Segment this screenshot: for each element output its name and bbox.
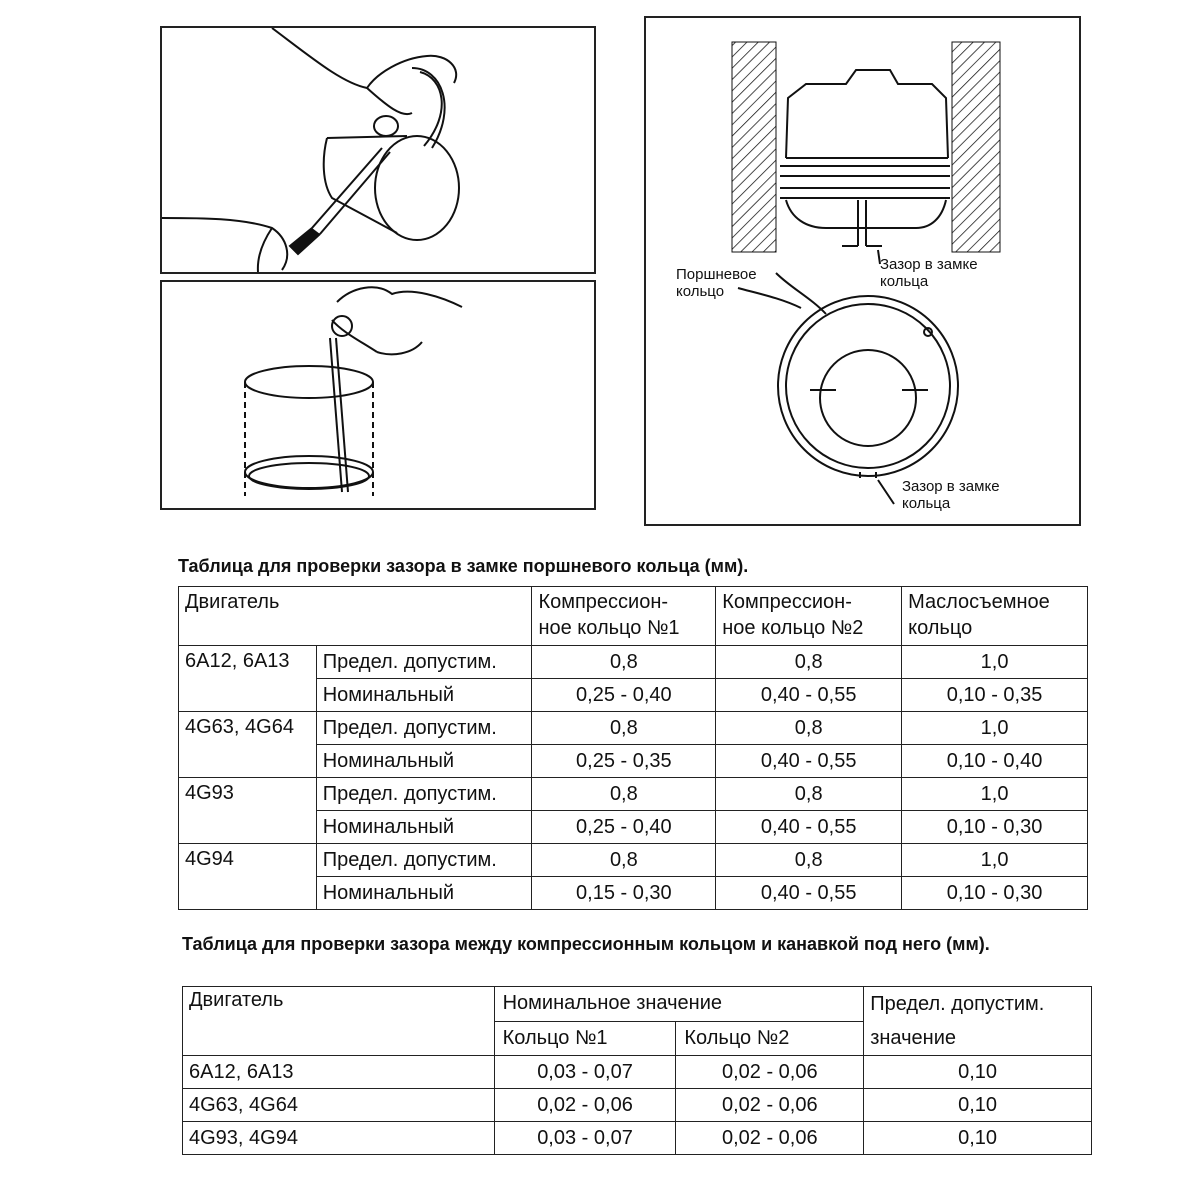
cylinder-gap-drawing [162,282,594,508]
table2-header-row [183,987,1092,1022]
nominal-header: Номинальное значение [494,987,864,1022]
oil-cell: 1,0 [902,646,1088,679]
limit-cell: 0,10 [864,1089,1092,1122]
ring2-header: Кольцо №2 [676,1021,864,1056]
ring2-cell: 0,02 - 0,06 [676,1089,864,1122]
engine-cell: 4G63, 4G64 [183,1089,495,1122]
ring1-cell: 0,8 [532,646,716,679]
param-cell: Предел. допустим. [316,712,532,745]
limit-header-line2: значение [870,1027,956,1049]
oil-cell: 1,0 [902,844,1088,877]
ring1-cell: 0,8 [532,778,716,811]
table-row [179,646,1088,679]
piston-ring-label: Поршневое кольцо [676,266,757,300]
param-cell: Номинальный [316,877,532,910]
ring1-cell: 0,03 - 0,07 [494,1122,676,1155]
table-row [183,1056,1092,1089]
ring2-cell: 0,40 - 0,55 [716,877,902,910]
param-cell: Предел. допустим. [316,778,532,811]
param-cell: Номинальный [316,811,532,844]
ring2-cell: 0,40 - 0,55 [716,745,902,778]
oil-cell: 0,10 - 0,35 [902,679,1088,712]
ring1-cell: 0,03 - 0,07 [494,1056,676,1089]
ring-gap-label-bottom: Зазор в замке кольца [902,478,1000,512]
ring1-cell: 0,25 - 0,35 [532,745,716,778]
table-row [183,1089,1092,1122]
table1-title: Таблица для проверки зазора в замке поршневого кольца (мм). [178,556,749,576]
table-row [179,844,1088,877]
oil-ring-header: Маслосъемное кольцо [902,587,1088,646]
table1-header-row [179,587,1088,646]
limit-header [864,987,1092,1056]
ring-end-gap-table [178,586,1088,910]
ring-gap-label-top: Зазор в замке кольца [880,256,978,290]
ring2-header: Компрессион- ное кольцо №2 [716,587,902,646]
param-cell: Предел. допустим. [316,844,532,877]
oil-cell: 1,0 [902,778,1088,811]
ring1-cell: 0,25 - 0,40 [532,811,716,844]
oil-cell: 1,0 [902,712,1088,745]
param-cell: Номинальный [316,745,532,778]
table-row [183,1122,1092,1155]
ring2-cell: 0,8 [716,844,902,877]
oil-cell: 0,10 - 0,40 [902,745,1088,778]
limit-cell: 0,10 [864,1122,1092,1155]
engine-header: Двигатель [179,587,532,646]
oil-cell: 0,10 - 0,30 [902,811,1088,844]
ring2-cell: 0,8 [716,646,902,679]
engine-cell: 6A12, 6A13 [183,1056,495,1089]
ring1-cell: 0,8 [532,712,716,745]
ring1-header: Кольцо №1 [494,1021,676,1056]
table-row [179,712,1088,745]
limit-cell: 0,10 [864,1056,1092,1089]
param-cell: Предел. допустим. [316,646,532,679]
engine-cell: 4G94 [179,844,317,910]
engine-header: Двигатель [183,987,495,1056]
ring2-cell: 0,40 - 0,55 [716,811,902,844]
ring2-cell: 0,40 - 0,55 [716,679,902,712]
ring1-cell: 0,8 [532,844,716,877]
piston-ring-gap-diagram [644,16,1081,526]
feeler-gauge-illustration [160,26,596,274]
limit-header-line1: Предел. допустим. [870,993,1045,1015]
engine-cell: 4G93 [179,778,317,844]
table2-title: Таблица для проверки зазора между компрессионным кольцом и канавкой под него (мм). [182,934,990,954]
engine-cell: 6A12, 6A13 [179,646,317,712]
engine-cell: 4G93, 4G94 [183,1122,495,1155]
param-cell: Номинальный [316,679,532,712]
ring2-cell: 0,8 [716,712,902,745]
feeler-gauge-drawing [162,28,594,272]
ring2-cell: 0,02 - 0,06 [676,1122,864,1155]
ring2-cell: 0,8 [716,778,902,811]
ring-groove-clearance-table [182,986,1092,1155]
ring1-header: Компрессион- ное кольцо №1 [532,587,716,646]
ring2-cell: 0,02 - 0,06 [676,1056,864,1089]
table-row [179,778,1088,811]
oil-cell: 0,10 - 0,30 [902,877,1088,910]
ring1-cell: 0,25 - 0,40 [532,679,716,712]
engine-cell: 4G63, 4G64 [179,712,317,778]
ring1-cell: 0,15 - 0,30 [532,877,716,910]
ring1-cell: 0,02 - 0,06 [494,1089,676,1122]
cylinder-gap-illustration [160,280,596,510]
